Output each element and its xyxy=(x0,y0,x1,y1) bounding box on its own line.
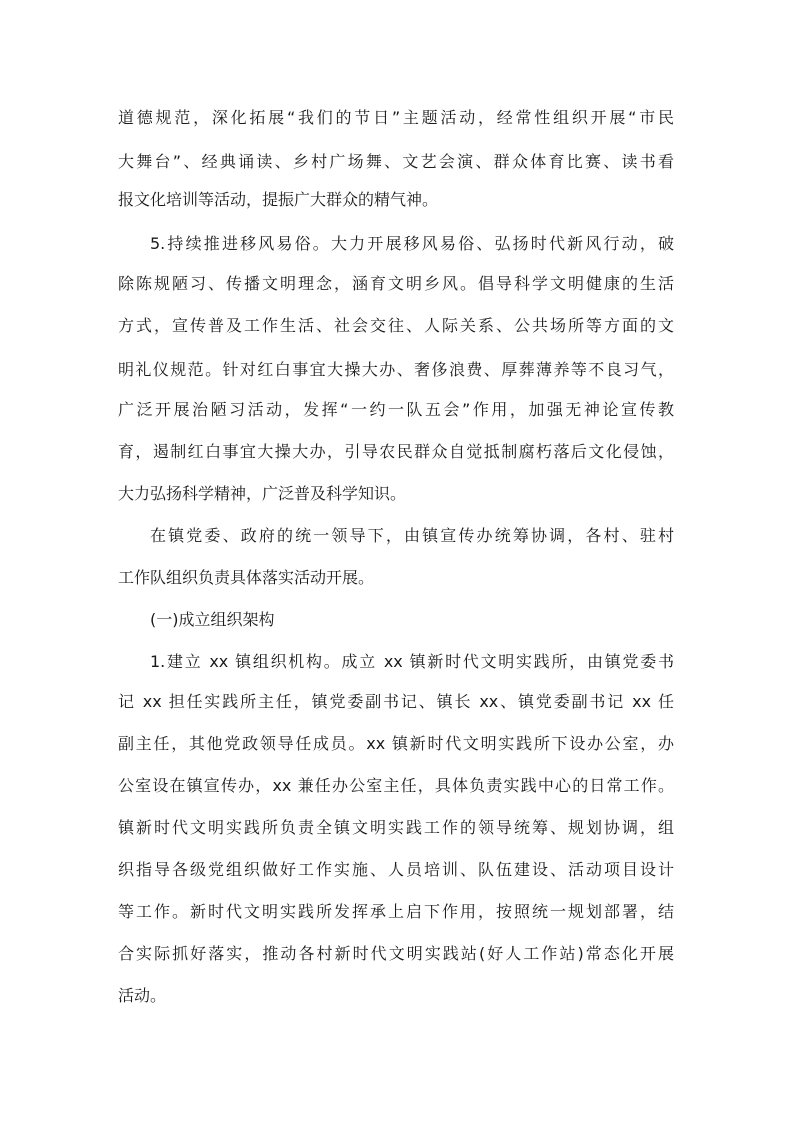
line-text: 镇新时代文明实践所负责全镇文明实践工作的领导统筹、规划协调，组 xyxy=(118,818,674,837)
line-text: 报文化培训等活动，提振广大群众的精气神。 xyxy=(118,190,439,209)
line-text: 5.持续推进移风易俗。大力开展移风易俗、弘扬时代新风行动，破 xyxy=(150,234,674,253)
line-text: 明礼仪规范。针对红白事宜大操大办、奢侈浪费、厚葬薄养等不良习气， xyxy=(118,360,674,379)
line-text: 副主任，其他党政领导任成员。xx 镇新时代文明实践所下设办公室，办 xyxy=(118,734,674,753)
text-line xyxy=(0,859,794,881)
text-line xyxy=(0,233,794,255)
text-line xyxy=(0,441,794,463)
line-text: 合实际抓好落实，推动各村新时代文明实践站(好人工作站)常态化开展 xyxy=(118,944,674,963)
section-heading xyxy=(0,609,794,631)
text-line xyxy=(0,651,794,673)
line-text: 等工作。新时代文明实践所发挥承上启下作用，按照统一规划部署，结 xyxy=(118,902,674,921)
text-line xyxy=(0,943,794,965)
text-line xyxy=(0,817,794,839)
line-text: 除陈规陋习、传播文明理念，涵育文明乡风。倡导科学文明健康的生活 xyxy=(118,274,674,293)
text-line xyxy=(0,985,794,1007)
text-line xyxy=(0,189,794,211)
line-text: 方式，宣传普及工作生活、社会交往、人际关系、公共场所等方面的文 xyxy=(118,316,674,335)
line-text: 记 xx 担任实践所主任，镇党委副书记、镇长 xx、镇党委副书记 xx 任 xyxy=(118,692,674,711)
text-line xyxy=(0,691,794,713)
line-text: 在镇党委、政府的统一领导下，由镇宣传办统筹协调，各村、驻村 xyxy=(150,526,674,545)
text-line xyxy=(0,359,794,381)
line-text: 广泛开展治陋习活动，发挥“一约一队五会”作用，加强无神论宣传教 xyxy=(118,400,674,419)
line-text: 公室设在镇宣传办，xx 兼任办公室主任，具体负责实践中心的日常工作。 xyxy=(118,776,674,795)
text-line xyxy=(0,525,794,547)
line-text: 活动。 xyxy=(118,986,167,1005)
line-text: 大力弘扬科学精神，广泛普及科学知识。 xyxy=(118,484,407,503)
line-text: 1.建立 xx 镇组织机构。成立 xx 镇新时代文明实践所，由镇党委书 xyxy=(150,652,674,671)
text-line xyxy=(0,315,794,337)
line-text: 工作队组织负责具体落实活动开展。 xyxy=(118,568,375,587)
text-line xyxy=(0,399,794,421)
text-line xyxy=(0,567,794,589)
text-line xyxy=(0,151,794,173)
line-text: 道德规范，深化拓展“我们的节日”主题活动，经常性组织开展“市民 xyxy=(118,108,674,127)
line-text: 大舞台”、经典诵读、乡村广场舞、文艺会演、群众体育比赛、读书看 xyxy=(118,152,674,171)
text-line xyxy=(0,273,794,295)
text-line xyxy=(0,775,794,797)
line-text: 育，遏制红白事宜大操大办，引导农民群众自觉抵制腐朽落后文化侵蚀， xyxy=(118,442,674,461)
line-text: 织指导各级党组织做好工作实施、人员培训、队伍建设、活动项目设计 xyxy=(118,860,674,879)
heading-text: (一)成立组织架构 xyxy=(150,610,275,629)
text-line xyxy=(0,483,794,505)
text-line xyxy=(0,733,794,755)
text-line xyxy=(0,901,794,923)
text-line xyxy=(0,107,794,129)
